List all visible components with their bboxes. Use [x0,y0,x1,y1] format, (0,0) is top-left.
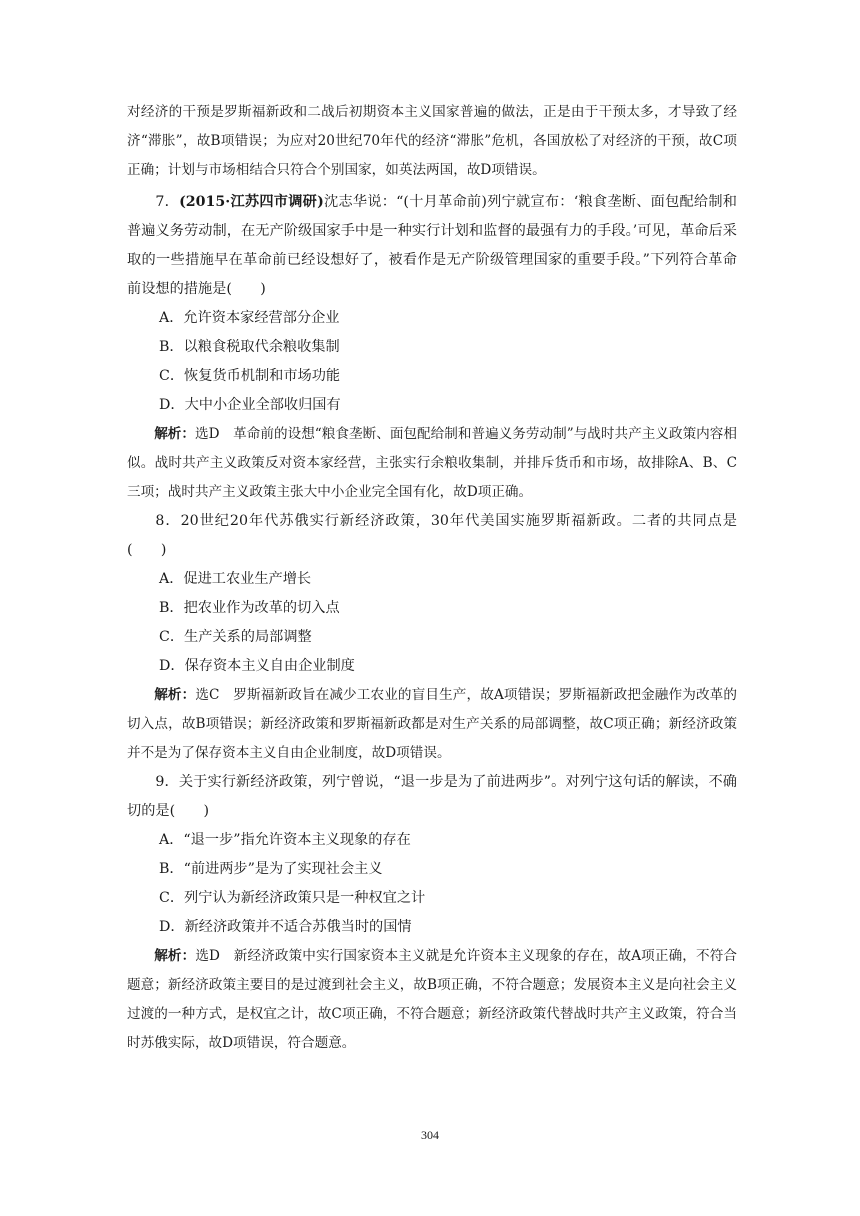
question-number: 9． [155,774,179,790]
analysis-continuation: 对经济的干预是罗斯福新政和二战后初期资本主义国家普遍的做法，正是由于干预太多，才导致了经济“滞胀”，故B项错误；为应对20世纪70年代的经济“滞胀”危机，各国放松了对经济的干预，故C项正确；计划与市场相结合只符合个别国家，如英法两国，故D项错误。 [127,104,737,178]
option-a: A．允许资本家经营部分企业 [159,310,340,326]
option-d: D．保存资本主义自由企业制度 [159,658,355,674]
option-a: A．“退一步”指允许资本主义现象的存在 [159,832,411,848]
option-b: B．以粮食税取代余粮收集制 [159,339,340,355]
analysis-label: 解析： [154,687,196,703]
question-analysis [127,681,737,768]
question-text: 关于实行新经济政策，列宁曾说，“退一步是为了前进两步”。对列宁这句话的解读，不确切的是( ) [127,774,737,819]
question-stem [127,507,737,565]
page-content [127,98,737,1058]
question-analysis [127,420,737,507]
analysis-text: 选C 罗斯福新政旨在减少工农业的盲目生产，故A项错误；罗斯福新政把金融作为改革的切入点，故B项错误；新经济政策和罗斯福新政都是对生产关系的局部调整，故C项正确；新经济政策并不是为了保存资本主义自由企业制度，故D项错误。 [127,687,737,761]
option-c: C．列宁认为新经济政策只是一种权宜之计 [159,890,426,906]
question-8 [127,507,737,768]
question-stem [127,188,737,304]
analysis-text: 选D 革命前的设想“粮食垄断、面包配给制和普遍义务劳动制”与战时共产主义政策内容相似。战时共产主义政策反对资本家经营，主张实行余粮收集制，并排斥货币和市场，故排除A、B、C三项；战时共产主义政策主张大中小企业完全国有化，故D项正确。 [127,426,737,500]
option-d: D．大中小企业全部收归国有 [159,397,341,413]
option-b: B．“前进两步”是为了实现社会主义 [159,861,383,877]
option-d: D．新经济政策并不适合苏俄当时的国情 [159,919,412,935]
option-c: C．生产关系的局部调整 [159,629,312,645]
question-analysis [127,942,737,1058]
question-stem [127,768,737,826]
question-7 [127,188,737,507]
question-text: 20世纪20年代苏俄实行新经济政策，30年代美国实施罗斯福新政。二者的共同点是( ) [127,513,737,558]
question-number: 8． [155,513,181,529]
question-text: 沈志华说：“(十月革命前)列宁就宣布：‘粮食垄断、面包配给制和普遍义务劳动制，在无产阶级国家手中是一种实行计划和监督的最强有力的手段。’可见，革命后采取的一些措施早在革命前已经设想好了，被看作是无产阶级管理国家的重要手段。”下列符合革命前设想的措施是( ) [127,194,737,297]
question-source: (2015·江苏四市调研) [179,194,324,210]
option-c: C．恢复货币机制和市场功能 [159,368,341,384]
option-a: A．促进工农业生产增长 [159,571,312,587]
question-9 [127,768,737,1058]
analysis-label: 解析： [154,948,196,964]
option-b: B．把农业作为改革的切入点 [159,600,340,616]
question-number: 7． [155,194,180,210]
analysis-text: 选D 新经济政策中实行国家资本主义就是允许资本主义现象的存在，故A项正确，不符合题意；新经济政策主要目的是过渡到社会主义，故B项正确，不符合题意；发展资本主义是向社会主义过渡的一种方式，是权宜之计，故C项正确，不符合题意；新经济政策代替战时共产主义政策，符合当时苏俄实际，故D项错误，符合题意。 [127,948,737,1051]
page-number: 304 [421,1128,439,1142]
analysis-label: 解析： [154,426,196,442]
